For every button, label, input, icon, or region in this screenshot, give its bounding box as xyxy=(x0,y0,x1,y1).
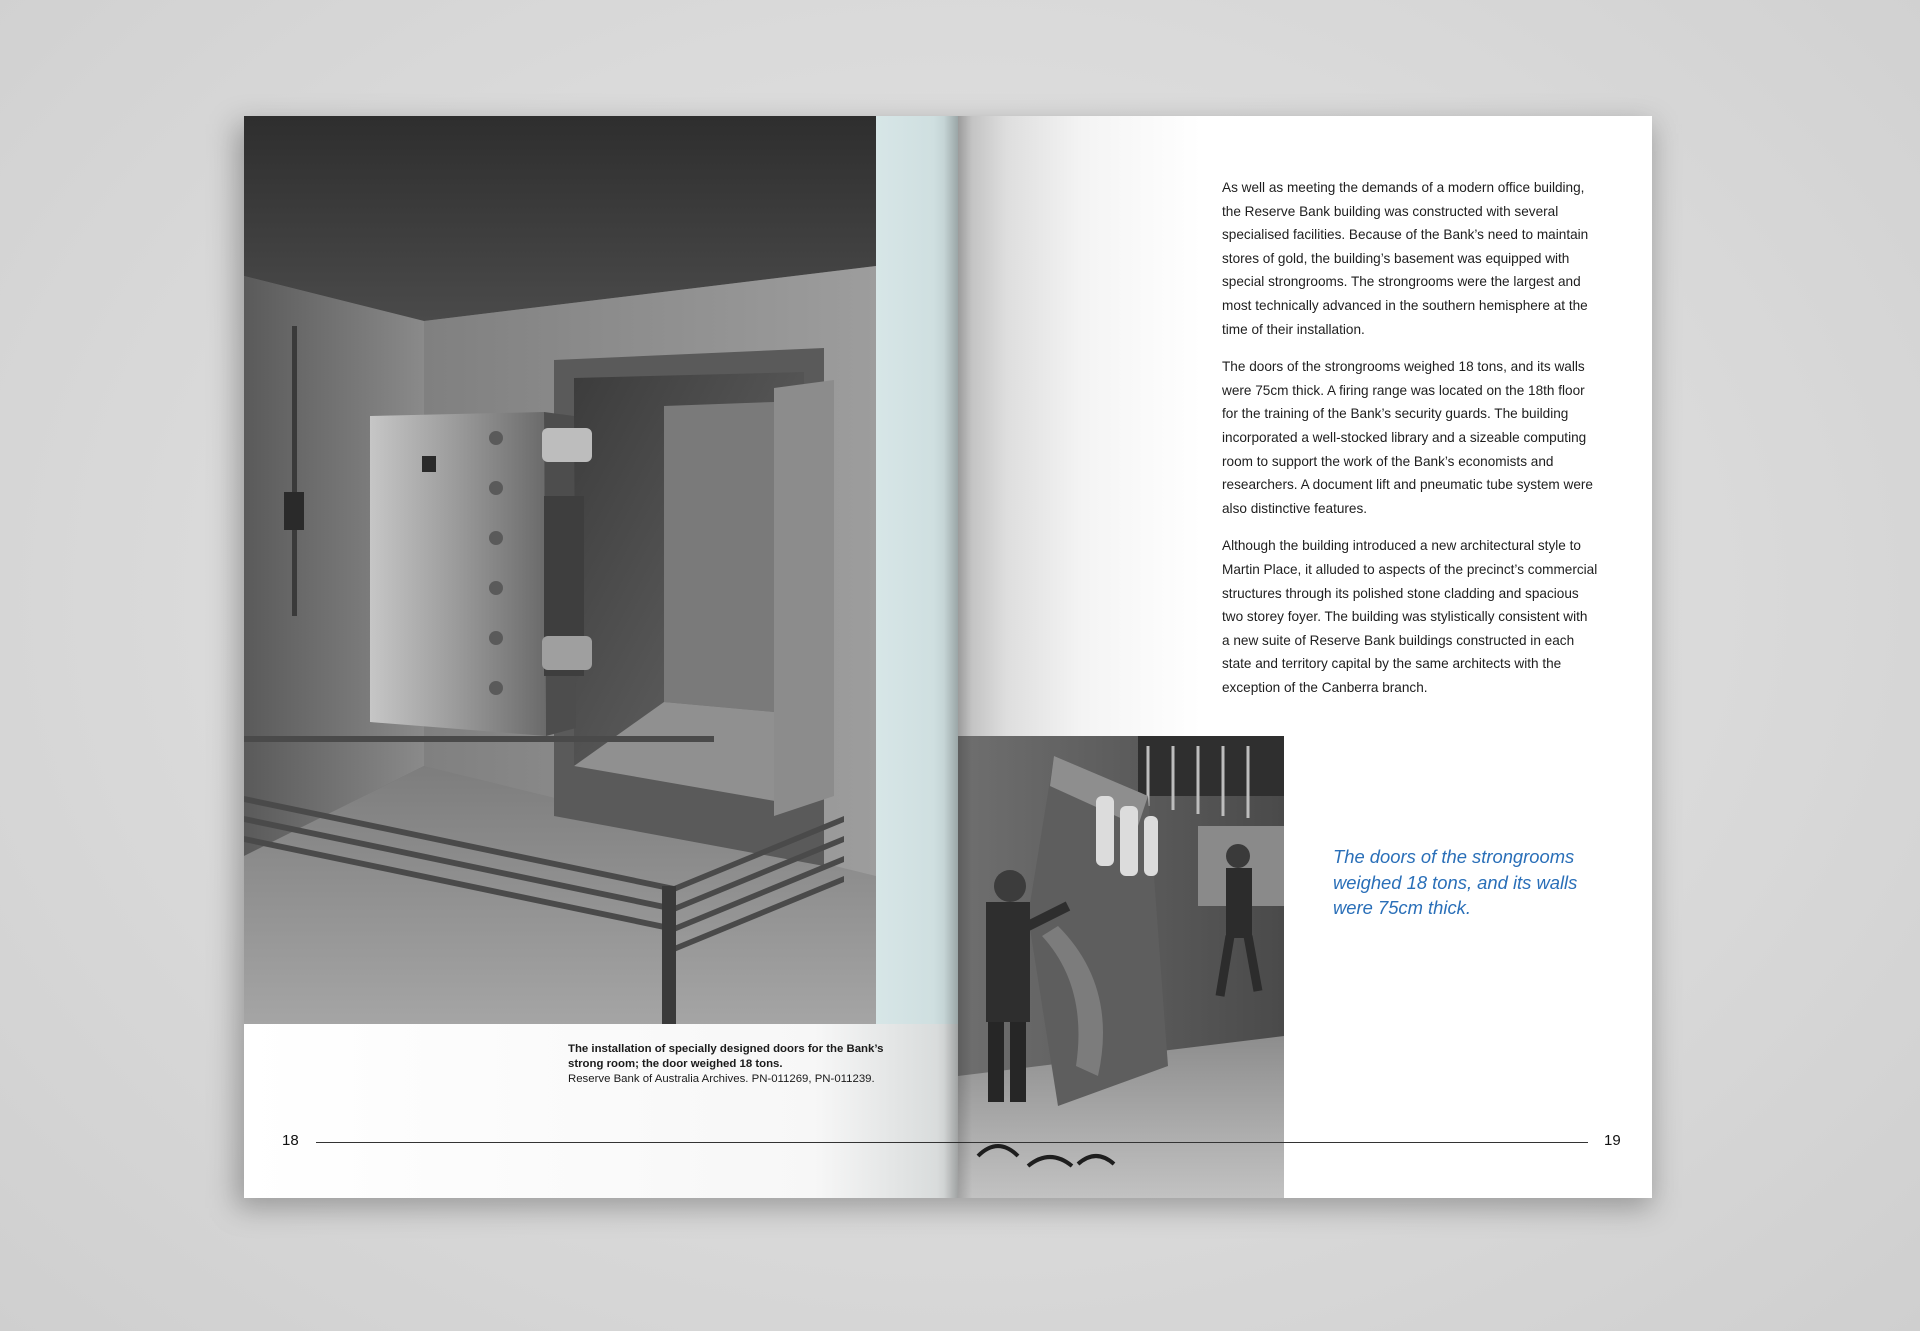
right-page xyxy=(958,116,1652,1198)
footer-rule xyxy=(958,1142,1588,1143)
left-page xyxy=(244,116,958,1198)
vault-door-photo xyxy=(244,116,876,1024)
paragraph: As well as meeting the demands of a modern office building, the Reserve Bank building was constructed with several specialised facilities. Because of the Bank’s need to maintain stores of gold, the building’s basement was equipped with special strongrooms. The strongrooms were the largest and most technically advanced in the southern hemisphere at the time of their installation. xyxy=(1222,180,1589,337)
teal-accent-band xyxy=(876,116,958,1024)
paragraph: The doors of the strongrooms weighed 18 tons, and its walls were 75cm thick. A firing range was located on the 18th floor for the training of the Bank’s security guards. The building incorporated a well-stocked library and a sizeable computing room to support the work of the Bank’s economists and researchers. A document lift and pneumatic tube system were also distinctive features. xyxy=(1222,359,1593,516)
workers-moving-door-photo xyxy=(958,736,1284,1198)
page-number-left: 18 xyxy=(282,1132,299,1149)
page-number-right: 19 xyxy=(1604,1132,1621,1149)
caption-source: Reserve Bank of Australia Archives. PN-011269, PN-011239. xyxy=(568,1073,875,1085)
photo-caption xyxy=(568,1042,888,1087)
paragraph: Although the building introduced a new architectural style to Martin Place, it alluded to aspects of the precinct’s commercial structures through its polished stone cladding and spacious two storey foyer. The building was stylistically consistent with a new suite of Reserve Bank buildings constructed in each state and territory capital by the same architects with the exception of the Canberra branch. xyxy=(1222,538,1598,695)
body-text xyxy=(1222,176,1598,713)
footer-rule xyxy=(316,1142,958,1143)
caption-title: The installation of specially designed doors for the Bank’s strong room; the door weighed 18 tons. xyxy=(568,1043,884,1070)
pull-quote: The doors of the strongrooms weighed 18 tons, and its walls were 75cm thick. xyxy=(1333,846,1578,918)
